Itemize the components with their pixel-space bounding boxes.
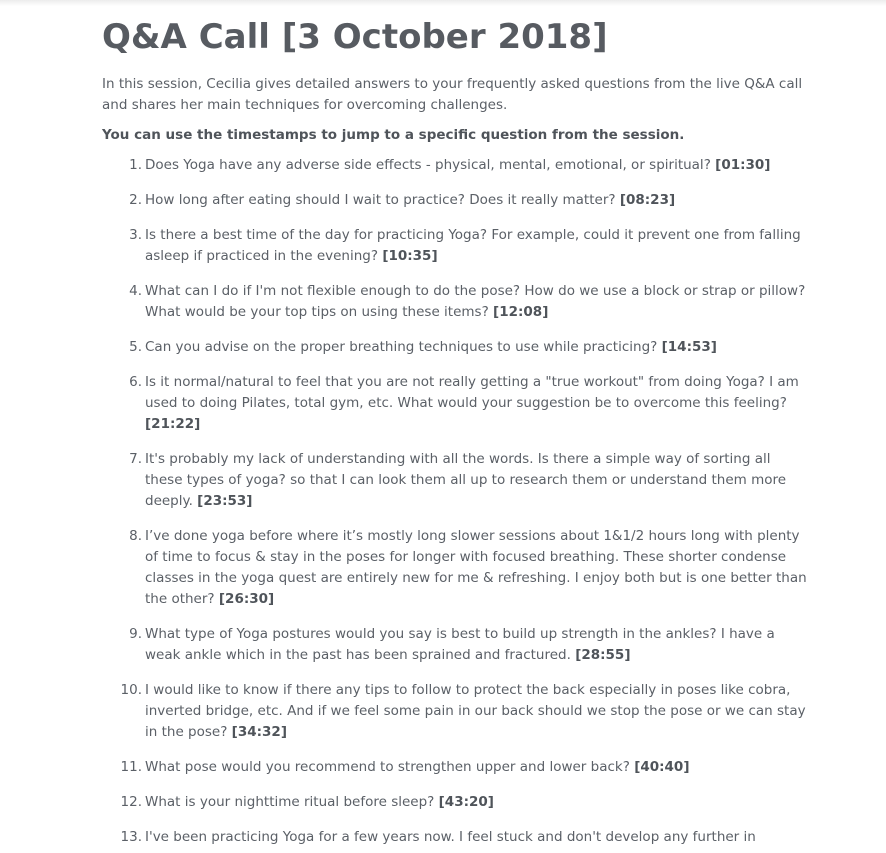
question-number: 13. (120, 829, 142, 845)
question-text: How long after eating should I wait to practice? Does it really matter? (145, 192, 620, 208)
question-number: 9. (129, 626, 142, 642)
question-text: What can I do if I'm not flexible enough to do the pose? How do we use a block or strap or pillow? What would be your top tips on using these items? (145, 283, 806, 320)
timestamp[interactable]: [12:08] (493, 304, 549, 320)
timestamp[interactable]: [43:20] (438, 794, 494, 810)
question-text: Can you advise on the proper breathing techniques to use while practicing? (145, 339, 662, 355)
timestamp[interactable]: [23:53] (197, 493, 253, 509)
question-number: 2. (129, 192, 142, 208)
question-number: 11. (120, 759, 142, 775)
timestamp[interactable]: [01:30] (715, 157, 771, 173)
question-text: I’ve done yoga before where it’s mostly long slower sessions about 1&1/2 hours long with plenty of time to focus & stay in the poses for longer with focused breathing. These shorter condense classes in the yoga quest are entirely new for me & refreshing. I enjoy both but is one better than the other? (145, 528, 807, 607)
question-item (102, 449, 812, 512)
intro-paragraph: In this session, Cecilia gives detailed answers to your frequently asked questions from the live Q&A call and shares her main techniques for overcoming challenges. (102, 76, 803, 113)
question-item (102, 225, 812, 267)
question-item (102, 827, 812, 848)
question-text: What pose would you recommend to strengthen upper and lower back? (145, 759, 635, 775)
timestamp[interactable]: [14:53] (661, 339, 717, 355)
question-text: I've been practicing Yoga for a few years now. I feel stuck and don't develop any further in (145, 829, 756, 845)
question-item (102, 757, 812, 778)
question-text: What type of Yoga postures would you say is best to build up strength in the ankles? I have a weak ankle which in the past has been sprained and fractured. (145, 626, 775, 663)
question-number: 10. (120, 682, 142, 698)
question-number: 6. (129, 374, 142, 390)
question-item (102, 372, 812, 435)
question-text: I would like to know if there any tips to follow to protect the back especially in poses like cobra, inverted bridge, etc. And if we feel some pain in our back should we stop the pose or we can stay in the pose? (145, 682, 806, 740)
page-title: Q&A Call [3 October 2018] (102, 17, 608, 57)
question-number: 5. (129, 339, 142, 355)
timestamp[interactable]: [34:32] (231, 724, 287, 740)
question-number: 12. (120, 794, 142, 810)
question-item (102, 526, 812, 610)
question-item (102, 680, 812, 743)
question-text: Is it normal/natural to feel that you are not really getting a "true workout" from doing Yoga? I am used to doing Pilates, total gym, etc. What would your suggestion be to overcome this feeling? (145, 374, 799, 411)
question-text: Does Yoga have any adverse side effects - physical, mental, emotional, or spiritual? (145, 157, 716, 173)
question-list (102, 155, 812, 853)
timestamp[interactable]: [28:55] (575, 647, 631, 663)
timestamps-note: You can use the timestamps to jump to a specific question from the session. (102, 127, 685, 143)
question-text: Is there a best time of the day for practicing Yoga? For example, could it prevent one from falling asleep if practiced in the evening? (145, 227, 801, 264)
question-item (102, 337, 812, 358)
question-number: 4. (129, 283, 142, 299)
timestamp[interactable]: [10:35] (382, 248, 438, 264)
timestamp[interactable]: [08:23] (619, 192, 676, 208)
timestamp[interactable]: [40:40] (634, 759, 690, 775)
question-number: 7. (129, 451, 142, 467)
top-shadow (0, 0, 886, 6)
question-item (102, 155, 812, 176)
question-number: 8. (129, 528, 142, 544)
timestamp[interactable]: [21:22] (145, 416, 201, 432)
question-text: What is your nighttime ritual before sleep? (145, 794, 439, 810)
question-item (102, 792, 812, 813)
question-item (102, 624, 812, 666)
timestamp[interactable]: [26:30] (218, 591, 275, 607)
question-item (102, 281, 812, 323)
question-item (102, 190, 812, 211)
question-number: 1. (129, 157, 142, 173)
question-number: 3. (129, 227, 142, 243)
question-text: It's probably my lack of understanding with all the words. Is there a simple way of sorting all these types of yoga? so that I can look them all up to research them or understand them more deeply. (145, 451, 787, 509)
